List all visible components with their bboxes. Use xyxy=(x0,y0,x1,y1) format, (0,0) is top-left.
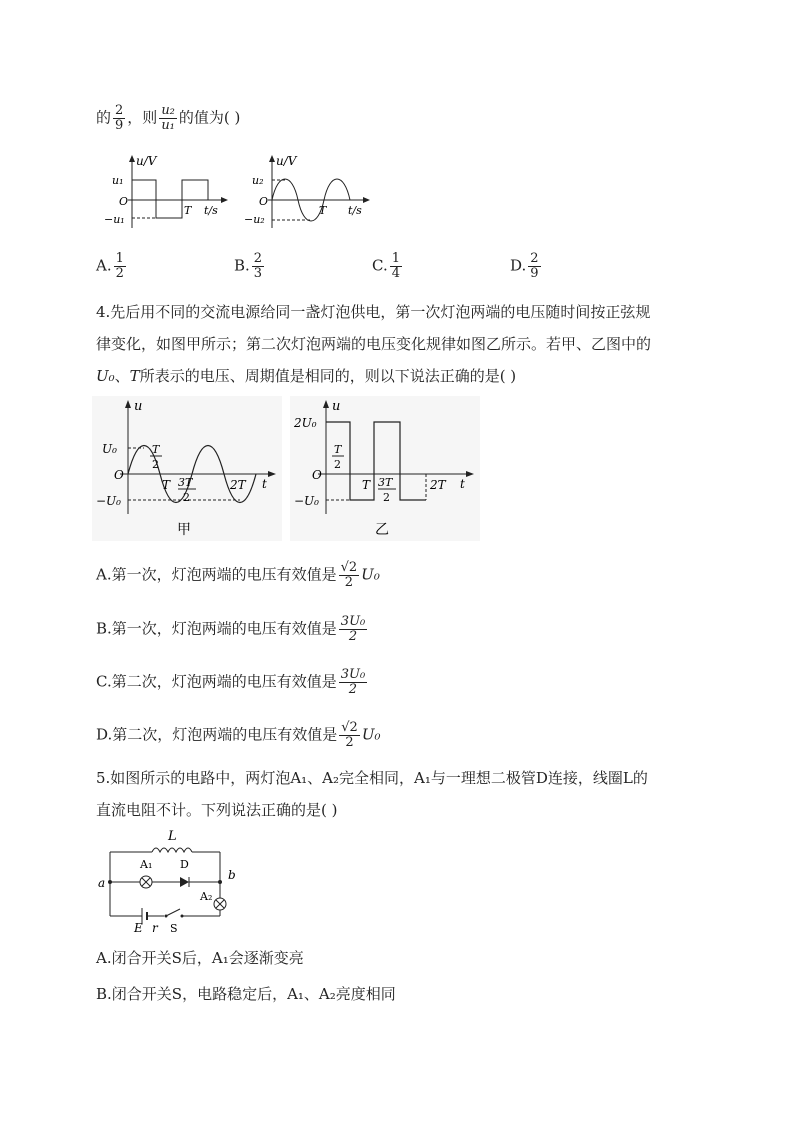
label-a: a xyxy=(98,876,106,890)
q4-stem-line1: 4.先后用不同的交流电源给同一盏灯泡供电，第一次灯泡两端的电压随时间按正弦规 xyxy=(96,303,651,321)
q3-sine-wave-graph xyxy=(242,152,372,232)
q3-square-wave-graph xyxy=(100,152,230,232)
q3g1-neg-u1: −u₁ xyxy=(104,213,125,226)
label-b: b xyxy=(228,868,236,882)
switch-icon xyxy=(166,909,180,916)
q3g2-origin: O xyxy=(259,195,269,208)
q3g2-t: t/s xyxy=(348,204,362,217)
fraction-2-9: $\frac{2}{9}$ xyxy=(115,103,124,133)
jia-2T: 2T xyxy=(230,478,246,492)
label-A2: A₂ xyxy=(200,890,213,903)
jia-caption: 甲 xyxy=(177,522,191,538)
label-A1: A₁ xyxy=(140,858,153,871)
jia-3T-num: 3T xyxy=(178,476,193,489)
yi-T-half-den: 2 xyxy=(334,458,341,471)
ratio-u2-u1: $\frac{\text{u₂}}{\text{u₁}}$ xyxy=(161,103,175,133)
yi-ylabel: u xyxy=(332,399,341,414)
jia-3T-den: 2 xyxy=(183,491,190,504)
q4-option-a[interactable]: A.第一次，灯泡两端的电压有效值是 $\frac{√2}{2}$ U₀ xyxy=(96,560,380,590)
q3g1-T: T xyxy=(184,204,192,217)
q3-option-a[interactable]: A. $\frac{1}{2}$ xyxy=(96,251,124,281)
yi-negU0: −U₀ xyxy=(294,494,319,508)
q4-figure-jia xyxy=(92,396,282,541)
jia-U0: U₀ xyxy=(102,442,117,456)
yi-T-half-num: T xyxy=(334,443,342,456)
q3g1-t: t/s xyxy=(204,204,218,217)
q4-stem-line3: U₀、T所表示的电压、周期值是相同的，则以下说法正确的是( ) xyxy=(96,367,517,385)
q3g2-T: T xyxy=(319,204,327,217)
q3-option-b[interactable]: B. $\frac{2}{3}$ xyxy=(234,251,263,281)
q5-circuit-diagram xyxy=(96,826,246,936)
q3-option-d[interactable]: D. $\frac{2}{9}$ xyxy=(510,251,539,281)
label-D: D xyxy=(180,858,189,871)
q5-option-b[interactable]: B.闭合开关S，电路稳定后，A₁、A₂亮度相同 xyxy=(96,985,396,1003)
q4-stem-line2: 律变化，如图甲所示；第二次灯泡两端的电压变化规律如图乙所示。若甲、乙图中的 xyxy=(96,335,652,353)
q5-stem-line1: 5.如图所示的电路中，两灯泡A₁、A₂完全相同，A₁与一理想二极管D连接，线圈L的 xyxy=(96,769,648,787)
q4-option-c[interactable]: C.第二次，灯泡两端的电压有效值是 $\frac{\text{3U₀}}{2}$ xyxy=(96,667,366,697)
q3g2-ylabel: u/V xyxy=(276,154,297,168)
q5-stem-line2: 直流电阻不计。下列说法正确的是( ) xyxy=(96,801,338,819)
q4-option-d[interactable]: D.第二次，灯泡两端的电压有效值是 $\frac{√2}{2}$ U₀ xyxy=(96,720,381,750)
jia-t: t xyxy=(262,477,267,491)
q3-stem: 的 $\frac{2}{9}$ ，则 $\frac{\text{u₂}}{\text{u₁}}$ 的值为( ) xyxy=(96,103,241,133)
q3g1-origin: O xyxy=(119,195,129,208)
q3g2-neg-u2: −u₂ xyxy=(244,213,265,226)
q4-option-b[interactable]: B.第一次，灯泡两端的电压有效值是 $\frac{\text{3U₀}}{2}$ xyxy=(96,614,366,644)
q3g2-u2: u₂ xyxy=(252,174,264,187)
jia-T: T xyxy=(162,478,171,492)
yi-T: T xyxy=(362,478,371,492)
jia-ylabel: u xyxy=(134,399,143,414)
q4-figure-yi xyxy=(290,396,480,541)
jia-T-half-num: T xyxy=(152,443,160,456)
yi-t: t xyxy=(460,477,465,491)
yi-2T: 2T xyxy=(430,478,446,492)
yi-3T-den: 2 xyxy=(383,491,390,504)
label-L: L xyxy=(168,829,177,844)
q5-option-a[interactable]: A.闭合开关S后，A₁会逐渐变亮 xyxy=(96,949,304,967)
diode-icon xyxy=(180,877,189,887)
q3-option-c[interactable]: C. $\frac{1}{4}$ xyxy=(372,251,400,281)
jia-negU0: −U₀ xyxy=(96,494,121,508)
label-E: E xyxy=(134,921,143,935)
yi-3T-num: 3T xyxy=(378,476,393,489)
label-r: r xyxy=(152,921,158,935)
q3g1-u1: u₁ xyxy=(112,174,124,187)
yi-2U0: 2U₀ xyxy=(294,416,317,430)
label-S: S xyxy=(170,922,178,935)
yi-caption: 乙 xyxy=(375,522,389,538)
jia-T-half-den: 2 xyxy=(152,458,159,471)
jia-origin: O xyxy=(114,468,124,482)
yi-origin: O xyxy=(312,468,322,482)
q3g1-ylabel: u/V xyxy=(136,154,157,168)
